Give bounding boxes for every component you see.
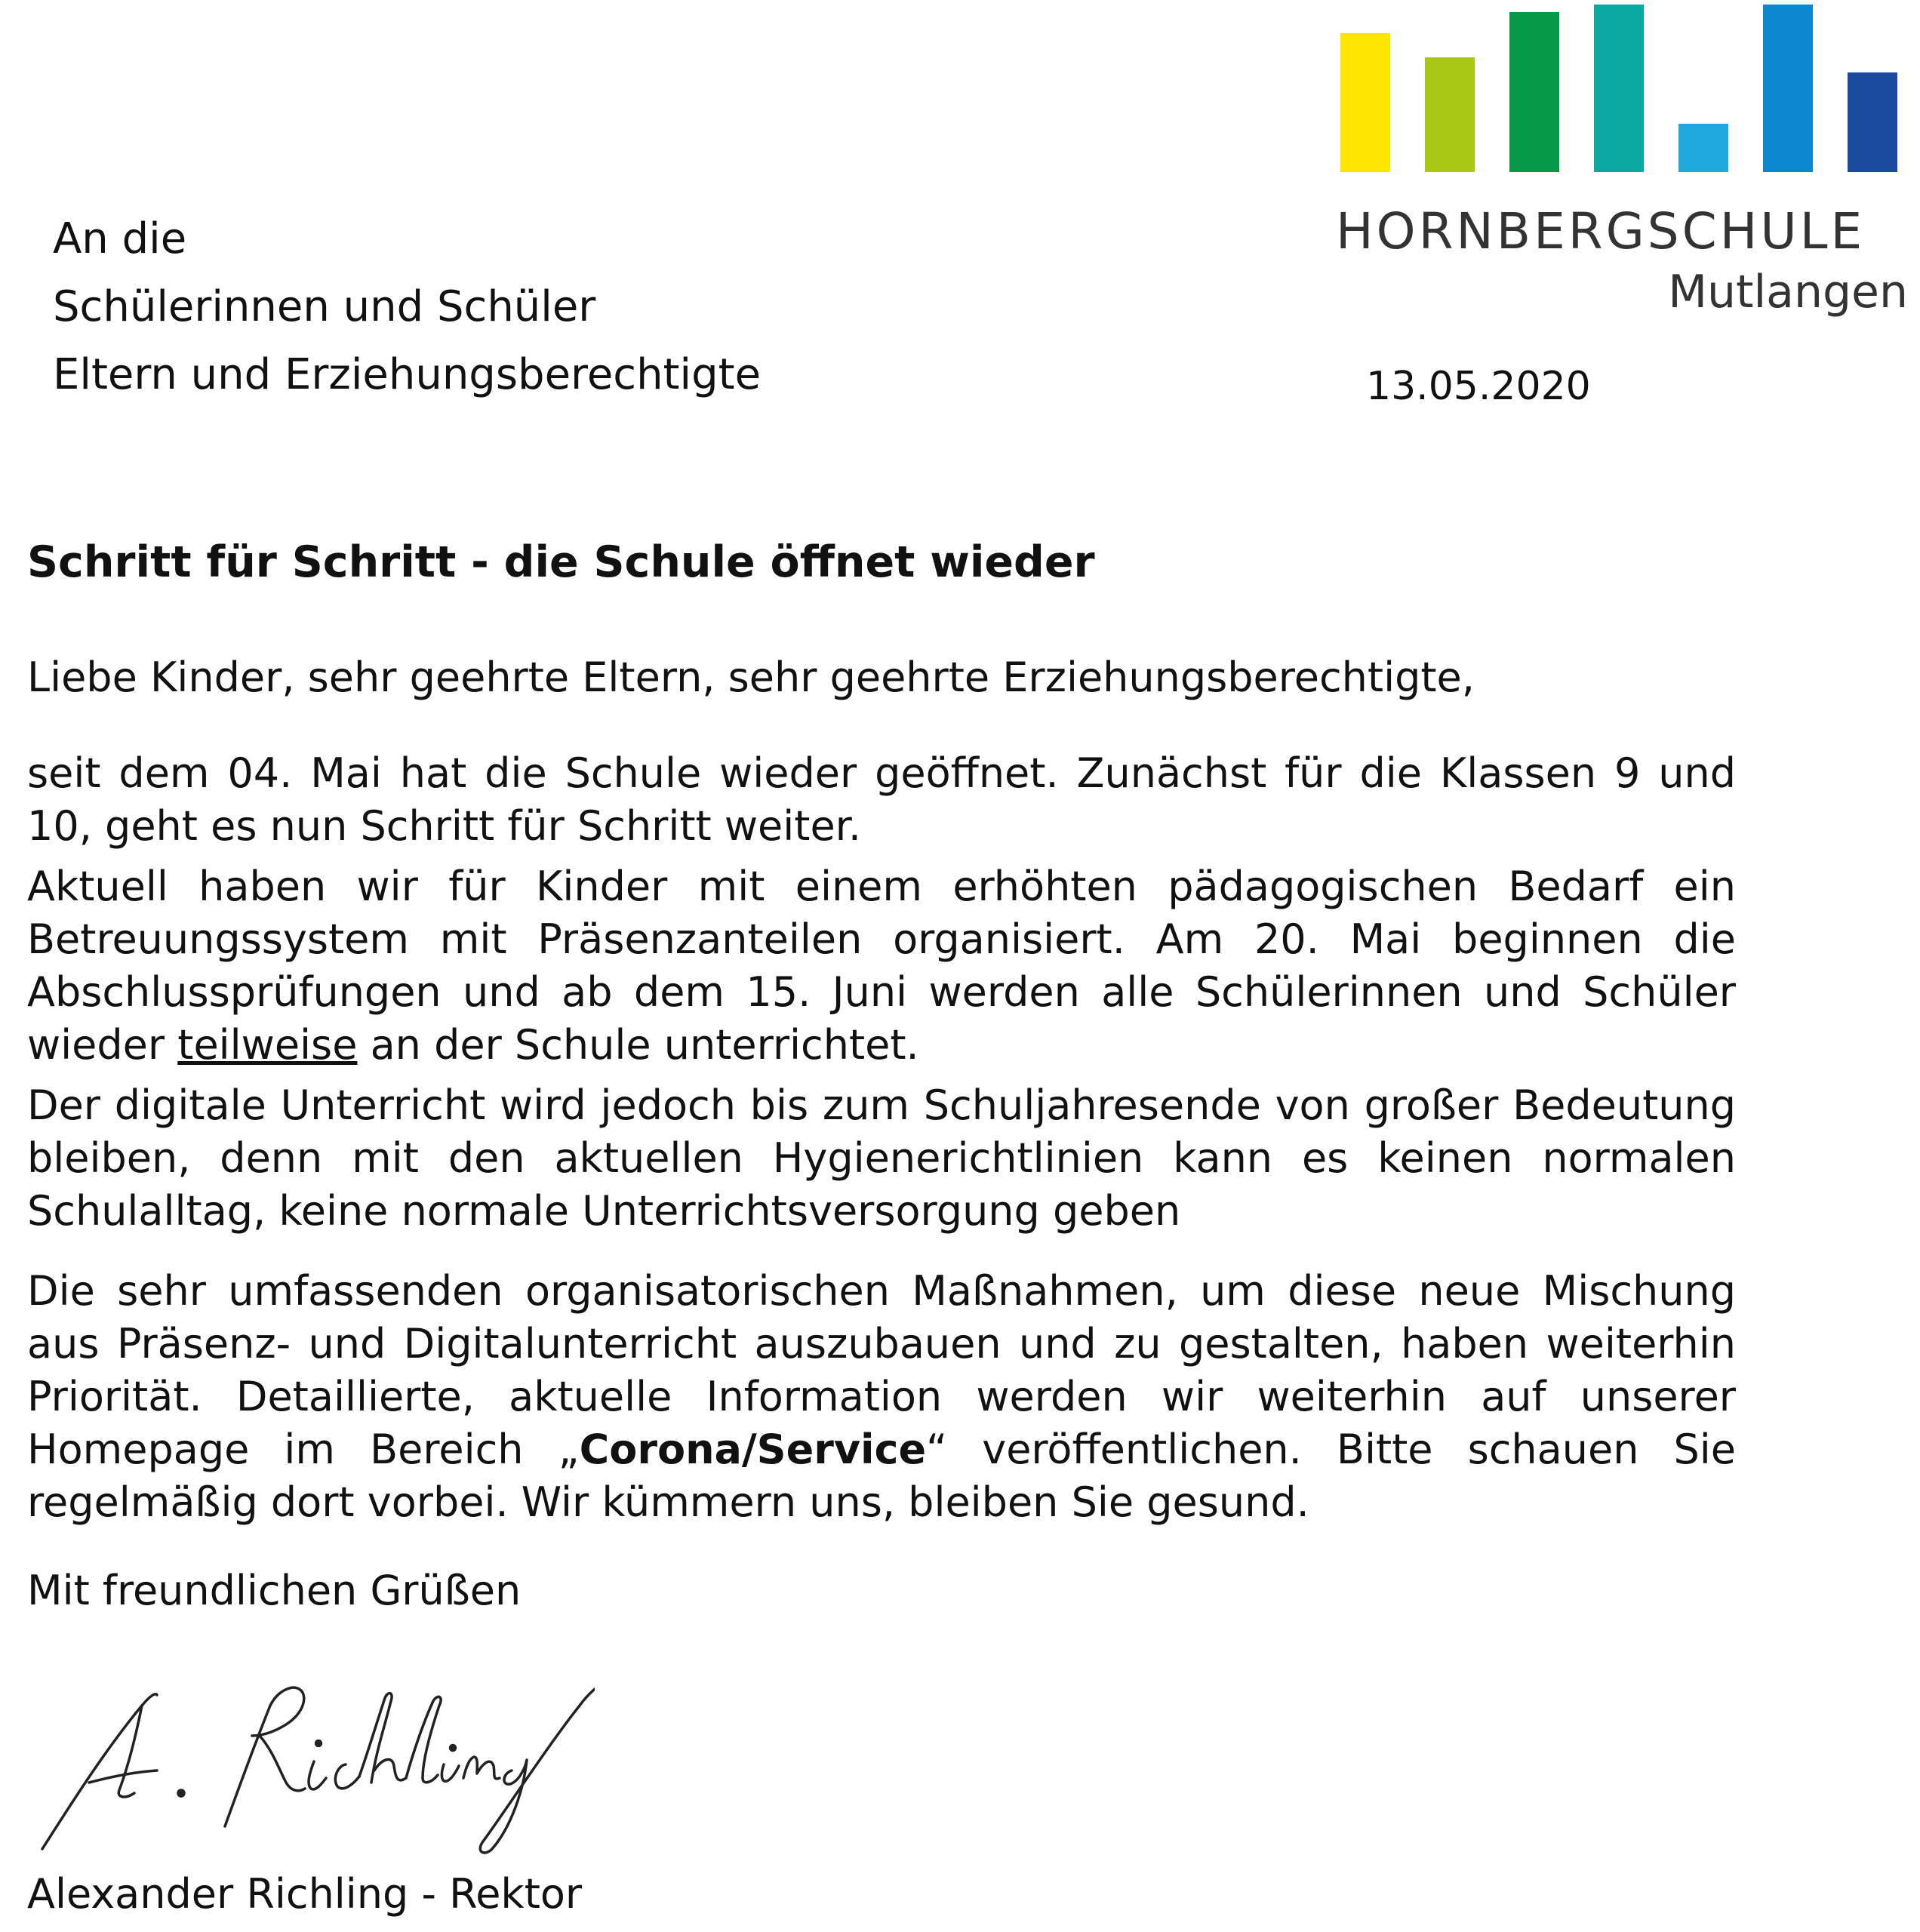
paragraph-2-text-b: an der Schule unterrichtet. — [357, 1021, 919, 1069]
logo-bar-3 — [1509, 12, 1559, 172]
paragraph-2-underlined-word: teilweise — [177, 1021, 358, 1069]
recipient-line-2: Schülerinnen und Schüler — [53, 282, 596, 331]
logo-bar-1 — [1340, 33, 1390, 172]
paragraph-4-text-b: “ veröffentlichen. Bitte schauen Sie regelmäßig dort vorbei. Wir kümmern uns, bleiben Sie gesund. — [27, 1426, 1737, 1526]
recipient-line-3: Eltern und Erziehungsberechtigte — [53, 350, 762, 399]
logo-school-name: HORNBERGSCHULE — [1336, 202, 1866, 260]
paragraph-1: seit dem 04. Mai hat die Schule wieder geöffnet. Zunächst für die Klassen 9 und 10, geht es nun Schritt für Schritt weiter. — [27, 749, 1736, 850]
logo-bar-5 — [1678, 124, 1728, 172]
logo-school-location: Mutlangen — [1668, 266, 1908, 318]
paragraph-4 — [27, 1265, 1736, 1529]
paragraph-2 — [27, 860, 1736, 1072]
school-logo — [1336, 0, 1920, 332]
logo-bar-7 — [1848, 72, 1897, 172]
letter-greeting: Liebe Kinder, sehr geehrte Eltern, sehr geehrte Erziehungsberechtigte, — [27, 654, 1475, 701]
logo-bar-2 — [1425, 57, 1475, 172]
paragraph-2-text-a: Aktuell haben wir für Kinder mit einem erhöhten pädagogischen Bedarf ein Betreuungssystem mit Präsenzanteilen organisiert. Am 20. Mai beginnen die Abschlussprüfungen und ab dem 15. Juni werden alle Schülerinnen und Schüler wieder — [27, 863, 1736, 1069]
handwritten-signature — [36, 1623, 595, 1864]
logo-bar-4 — [1594, 5, 1644, 172]
recipient-block — [53, 205, 761, 409]
paragraph-4-bold-link-text: Corona/Service — [579, 1426, 927, 1473]
letter-date: 13.05.2020 — [1366, 364, 1591, 409]
recipient-line-1: An die — [53, 214, 187, 263]
signer-name: Alexander Richling - Rektor — [27, 1870, 583, 1918]
paragraph-3: Der digitale Unterricht wird jedoch bis zum Schuljahresende von großer Bedeutung bleiben, denn mit den aktuellen Hygienerichtlinien kann es keinen normalen Schulalltag, keine normale Unterrichtsversorgung geben — [27, 1081, 1736, 1235]
logo-bar-6 — [1763, 5, 1813, 172]
paragraph-4-text-a: Die sehr umfassenden organisatorischen Maßnahmen, um diese neue Mischung aus Präsenz- und Digitalunterricht auszubauen und zu gestalten, haben weiterhin Priorität. Detaillierte, aktuelle Information werden wir weiterhin auf unserer Homepage im Bereich „ — [27, 1267, 1736, 1473]
letter-title: Schritt für Schritt - die Schule öffnet wieder — [27, 537, 1095, 587]
letter-closing: Mit freundlichen Grüßen — [27, 1567, 522, 1614]
